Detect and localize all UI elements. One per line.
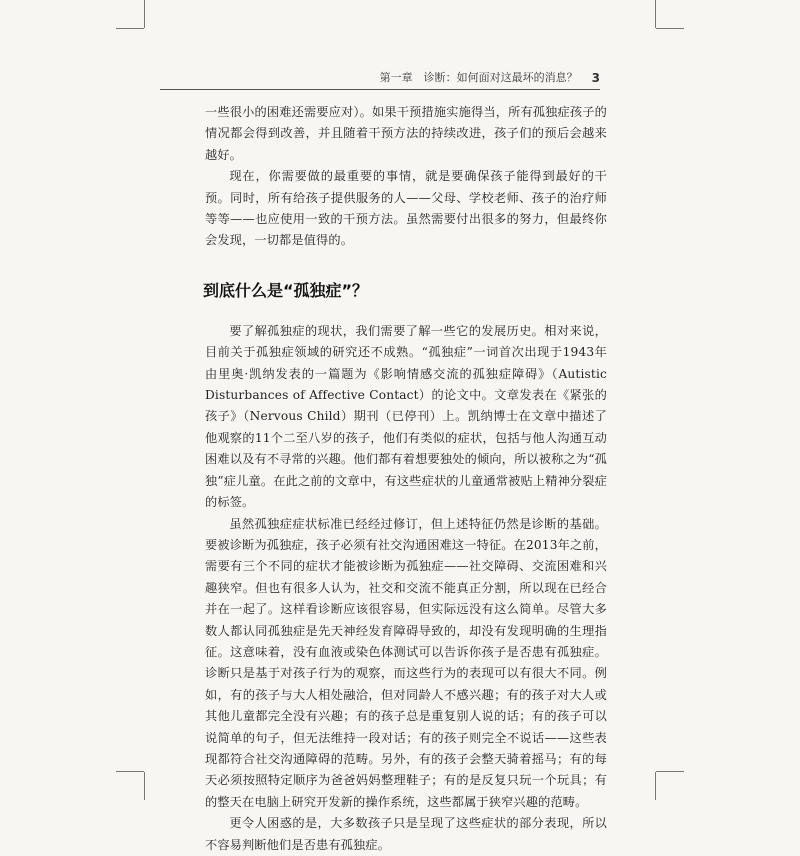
crop-mark — [144, 772, 145, 800]
chapter-title: 第一章 诊断：如何面对这最坏的消息？ — [379, 71, 578, 84]
crop-mark — [655, 0, 656, 28]
paragraph: 虽然孤独症症状标准已经经过修订，但上述特征仍然是诊断的基础。要被诊断为孤独症，孩子必须有社交沟通困难这一特征。在2013年之前，需要有三个不同的症状才能被诊断为孤独症——社交障碍、交流困难和兴趣狭窄。但也有很多人认为，社交和交流不能真正分割，所以现在已经合并在一起了。这样看诊断应该很容易，但实际远没有这么简单。尽管大多数人都认同孤独症是先天神经发育障碍导致的，却没有发现明确的生理指征。这意味着，没有血液或染色体测试可以告诉你孩子是否患有孤独症。诊断只是基于对孩子行为的观察，而这些行为的表现可以有很大不同。例如，有的孩子与大人相处融洽，但对同龄人不感兴趣；有的孩子对大人或其他儿童都完全没有兴趣；有的孩子总是重复别人说的话；有的孩子可以说简单的句子，但无法维持一段对话；有的孩子则完全不说话——这些表现都符合社交沟通障碍的范畴。另外，有的孩子会整天骑着摇马；有的每天必须按照特定顺序为爸爸妈妈整理鞋子；有的是反复只玩一个玩具；有的整天在电脑上研究开发新的操作系统，这些都属于狭窄兴趣的范畴。 — [205, 516, 607, 809]
paragraph: 要了解孤独症的现状，我们需要了解一些它的发展历史。相对来说，目前关于孤独症领域的研究还不成熟。“孤独症”一词首次出现于1943年由里奥·凯纳发表的一篇题为《影响情感交流的孤独症障碍》（Autistic Disturbances of Affective Contact）的论文中。文章发表在《紧张的孩子》（Nervous Child）期刊（已停刊）上。凯纳博士在文章中描述了他观察的11个二至八岁的孩子，他们有类似的症状，包括与他人沟通互动困难以及有不寻常的兴趣。他们都有着想要独处的倾向，所以被称之为“孤独”症儿童。在此之前的文章中，有这些症状的儿童通常被贴上精神分裂症的标签。 — [205, 323, 607, 510]
crop-mark — [655, 772, 656, 800]
crop-mark — [116, 771, 144, 772]
crop-mark — [656, 771, 684, 772]
page-number: 3 — [591, 71, 600, 85]
page-body — [205, 102, 607, 856]
crop-mark — [144, 0, 145, 28]
paragraph: 现在，你需要做的最重要的事情，就是要确保孩子能得到最好的干预。同时，所有给孩子提供服务的人——父母、学校老师、孩子的治疗师等等——也应使用一致的干预方法。虽然需要付出很多的努力，但最终你会发现，一切都是值得的。 — [205, 169, 607, 248]
crop-mark — [656, 28, 684, 29]
paragraph: 一些很小的困难还需要应对）。如果干预措施实施得当，所有孤独症孩子的情况都会得到改善，并且随着干预方法的持续改进，孩子们的预后会越来越好。 — [205, 105, 607, 162]
running-header — [160, 64, 600, 90]
crop-mark — [116, 28, 144, 29]
section-heading: 到底什么是“孤独症”？ — [203, 280, 369, 300]
paragraph: 更令人困惑的是，大多数孩子只是呈现了这些症状的部分表现，所以不容易判断他们是否患有孤独症。 — [205, 816, 607, 852]
